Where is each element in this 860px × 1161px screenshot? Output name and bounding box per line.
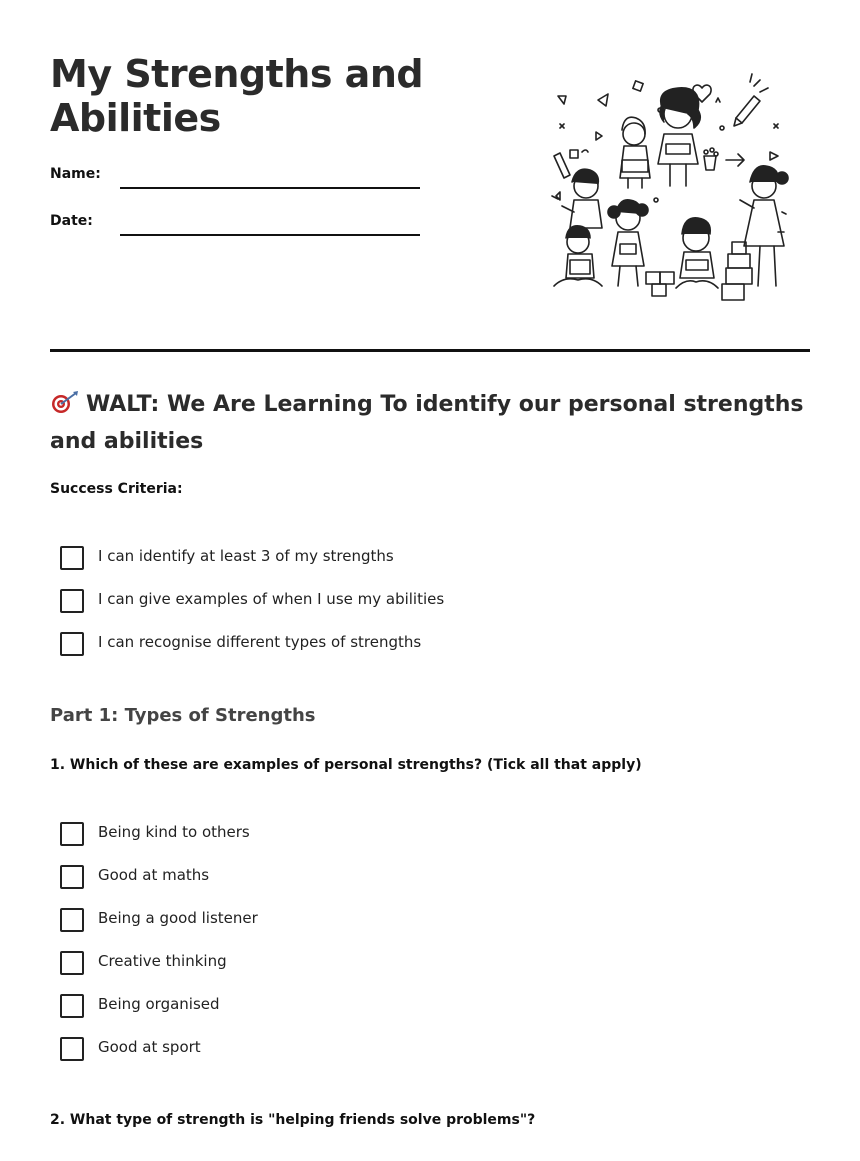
name-label: Name: xyxy=(50,166,101,182)
option-text: Good at sport xyxy=(98,1038,201,1056)
checkbox[interactable] xyxy=(60,908,84,932)
criteria-text: I can give examples of when I use my abilities xyxy=(98,590,445,608)
walt-heading xyxy=(50,386,810,460)
checkbox[interactable] xyxy=(60,865,84,889)
date-label: Date: xyxy=(50,213,93,229)
criteria-text: I can recognise different types of strengths xyxy=(98,633,422,651)
checkbox[interactable] xyxy=(60,951,84,975)
walt-text: WALT: We Are Learning To identify our personal strengths and abilities xyxy=(50,392,804,454)
target-icon xyxy=(50,390,80,414)
question-2: 2. What type of strength is "helping friends solve problems"? xyxy=(50,1112,536,1128)
part-1-heading: Part 1: Types of Strengths xyxy=(50,705,316,726)
checkbox[interactable] xyxy=(60,546,84,570)
option-text: Being a good listener xyxy=(98,909,258,927)
criteria-text: I can identify at least 3 of my strengths xyxy=(98,547,394,565)
option-text: Being organised xyxy=(98,995,220,1013)
page-title: My Strengths and Abilities xyxy=(50,52,424,140)
checkbox[interactable] xyxy=(60,1037,84,1061)
option-text: Good at maths xyxy=(98,866,210,884)
children-illustration xyxy=(546,72,792,304)
checkbox[interactable] xyxy=(60,994,84,1018)
name-field-row xyxy=(50,160,420,190)
date-field[interactable] xyxy=(120,234,420,236)
name-field[interactable] xyxy=(120,187,420,189)
option-text: Being kind to others xyxy=(98,823,250,841)
option-text: Creative thinking xyxy=(98,952,227,970)
section-divider xyxy=(50,349,810,352)
question-1: 1. Which of these are examples of personal strengths? (Tick all that apply) xyxy=(50,757,642,773)
checkbox[interactable] xyxy=(60,589,84,613)
success-criteria-label: Success Criteria: xyxy=(50,481,183,497)
date-field-row xyxy=(50,207,420,237)
checkbox[interactable] xyxy=(60,632,84,656)
checkbox[interactable] xyxy=(60,822,84,846)
